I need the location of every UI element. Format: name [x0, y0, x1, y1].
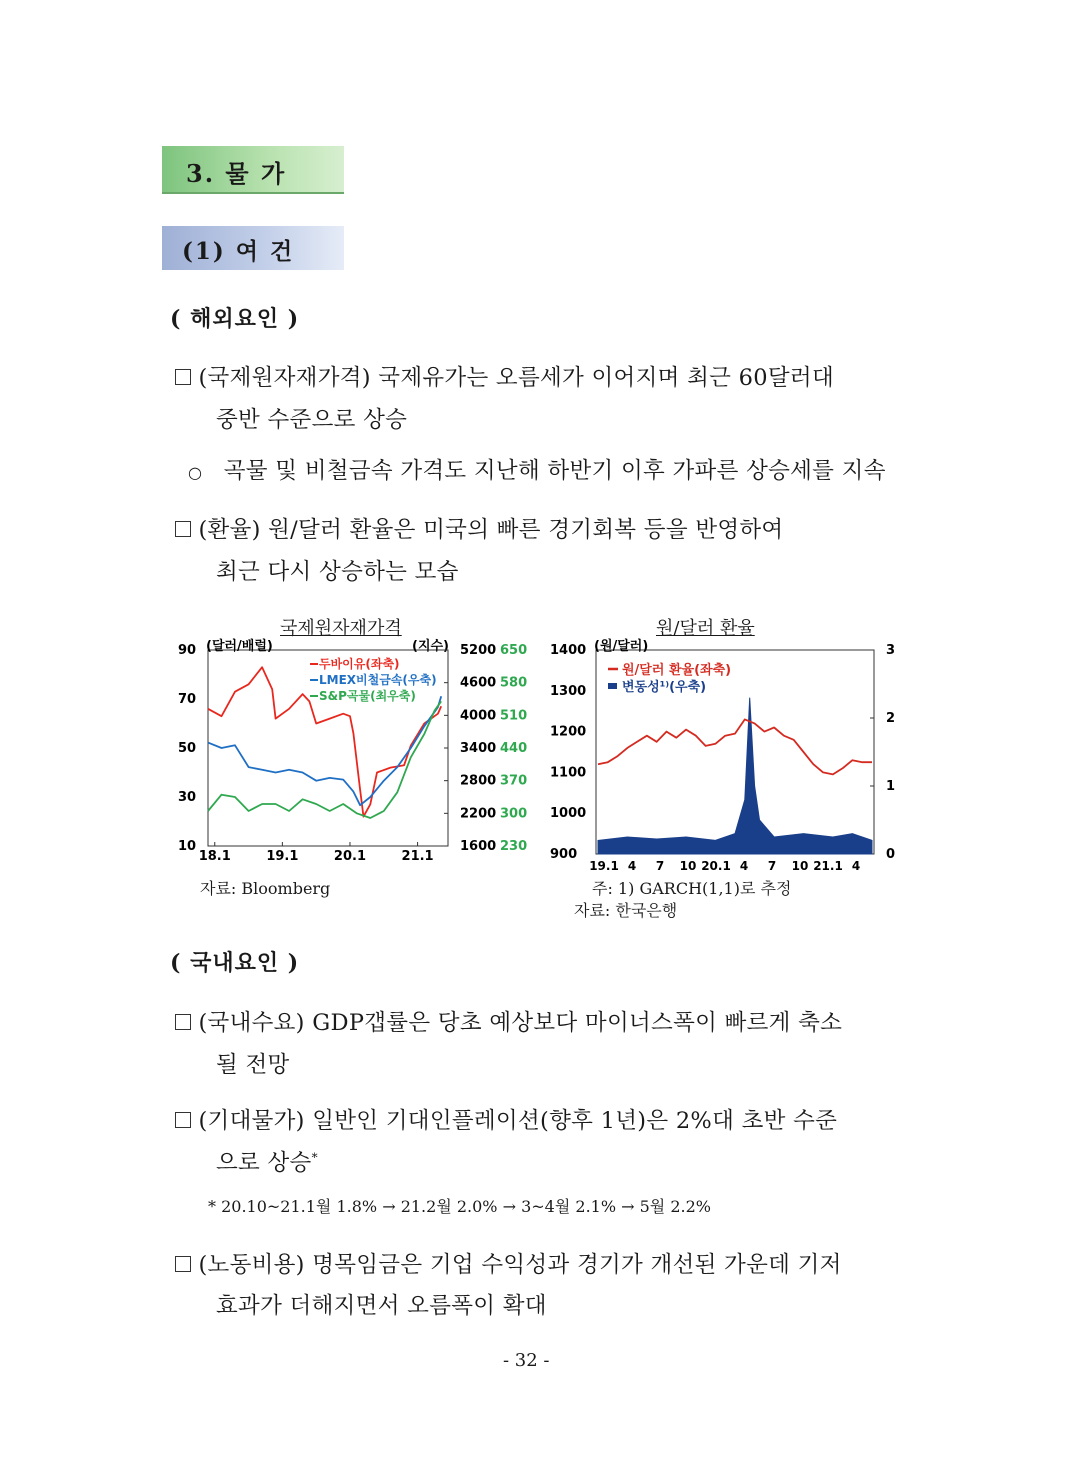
commodity-price-chart — [170, 638, 540, 878]
overseas-item-1-line2: 중반 수준으로 상승 — [216, 407, 408, 433]
chart1-right-tick: 3400 — [460, 741, 497, 756]
chart1-legend-label: LMEX비철금속(우축) — [319, 673, 437, 687]
footnote-mark: * — [311, 1150, 318, 1165]
chart2-x-tick: 21.1 — [813, 859, 843, 873]
chart2-x-tick: 20.1 — [701, 859, 731, 873]
domestic-item-1-line1: (국내수요) GDP갭률은 당초 예상보다 마이너스폭이 빠르게 축소 — [198, 1010, 843, 1036]
chart1-right2-tick: 580 — [500, 675, 528, 691]
chart1-right-tick: 2200 — [460, 806, 497, 822]
domestic-item-1 — [175, 1003, 915, 1043]
chart1-x-tick: 19.1 — [266, 849, 299, 864]
overseas-item-2-line2: 최근 다시 상승하는 모습 — [216, 559, 459, 585]
chart2-left-tick: 900 — [550, 847, 578, 862]
chart1-source: 자료: Bloomberg — [200, 879, 331, 898]
chart1-title: 국제원자재가격 — [280, 618, 402, 639]
chart1-left-tick: 70 — [178, 692, 197, 707]
square-bullet-icon — [175, 521, 191, 537]
chart2-source: 자료: 한국은행 — [574, 901, 678, 920]
chart2-x-tick: 19.1 — [589, 859, 619, 873]
chart2-title: 원/달러 환율 — [656, 618, 755, 639]
chart1-series-line — [208, 696, 441, 805]
chart2-exchange-rate-line — [598, 719, 872, 774]
circle-bullet-icon: ○ — [188, 463, 203, 482]
chart1-ylabel-right: (지수) — [412, 639, 449, 654]
chart1-right2-tick: 510 — [500, 708, 528, 724]
subsection-header — [162, 226, 344, 270]
chart2-x-tick: 4 — [739, 859, 749, 873]
section-title: 3. 물 가 — [186, 159, 287, 188]
chart2-legend-swatch — [608, 683, 617, 689]
chart1-x-tick: 18.1 — [198, 849, 231, 864]
chart2-left-tick: 1000 — [550, 806, 587, 822]
square-bullet-icon — [175, 1112, 191, 1128]
chart1-left-tick: 10 — [178, 839, 197, 854]
overseas-subitem-1 — [188, 451, 928, 493]
chart2-left-tick: 1300 — [550, 683, 587, 699]
chart1-ylabel-left: (달러/배럴) — [206, 639, 273, 654]
chart2-legend-label: 원/달러 환율(좌축) — [622, 663, 732, 678]
domestic-item-3-line2: 효과가 더해지면서 오름폭이 확대 — [216, 1293, 547, 1319]
chart2-x-tick: 10 — [791, 859, 809, 873]
section-header — [162, 146, 344, 194]
chart2-left-tick: 1400 — [550, 643, 587, 658]
domestic-item-2-line1: (기대물가) 일반인 기대인플레이션(향후 1년)은 2%대 초반 수준 — [198, 1108, 838, 1134]
square-bullet-icon — [175, 369, 191, 385]
exchange-rate-chart — [546, 638, 916, 878]
overseas-item-1-line1: (국제원자재가격) 국제유가는 오름세가 이어지며 최근 60달러대 — [198, 365, 834, 391]
chart1-x-tick: 20.1 — [333, 849, 367, 864]
overseas-item-1 — [175, 358, 915, 398]
domestic-item-2 — [175, 1101, 915, 1141]
chart1-right-tick: 4600 — [460, 675, 497, 691]
subsection-title: (1) 여 건 — [182, 238, 295, 265]
chart1-left-tick: 90 — [178, 643, 197, 658]
chart2-right-tick: 1 — [886, 779, 896, 794]
chart2-x-tick: 7 — [655, 859, 665, 873]
chart1-left-tick: 50 — [178, 741, 197, 756]
chart2-ylabel-left: (원/달러) — [594, 639, 649, 654]
domestic-item-2-line2: 으로 상승 — [216, 1150, 312, 1176]
chart2-right-tick: 3 — [886, 643, 896, 658]
domestic-item-1-line2: 될 전망 — [216, 1052, 290, 1078]
square-bullet-icon — [175, 1014, 191, 1030]
chart2-x-tick: 10 — [679, 859, 697, 873]
chart1-right-tick: 5200 — [460, 643, 497, 658]
chart1-legend-label: 두바이유(좌축) — [319, 657, 400, 671]
page-number: - 32 - — [503, 1350, 550, 1371]
chart1-right2-tick: 300 — [500, 806, 528, 822]
chart2-left-tick: 1100 — [550, 765, 587, 781]
chart1-legend-label: S&P곡물(최우축) — [319, 689, 416, 703]
overseas-item-2 — [175, 510, 915, 550]
square-bullet-icon — [175, 1256, 191, 1272]
chart1-right2-tick: 370 — [500, 773, 528, 789]
chart1-x-tick: 21.1 — [401, 849, 434, 864]
chart2-volatility-area — [598, 698, 872, 854]
overseas-heading: ( 해외요인 ) — [170, 306, 300, 332]
chart1-right2-tick: 650 — [500, 643, 528, 658]
chart2-right-tick: 0 — [886, 847, 896, 862]
domestic-heading: ( 국내요인 ) — [170, 950, 300, 976]
domestic-item-2-line2-wrap — [216, 1145, 318, 1177]
overseas-subitem-1-text: 곡물 및 비철금속 가격도 지난해 하반기 이후 가파른 상승세를 지속 — [223, 458, 886, 484]
chart2-left-tick: 1200 — [550, 724, 587, 740]
chart2-x-tick: 4 — [851, 859, 861, 873]
chart2-x-tick: 7 — [767, 859, 777, 873]
expectation-footnote: * 20.10~21.1월 1.8% → 21.2월 2.0% → 3~4월 2.1% → 5월 2.2% — [208, 1197, 711, 1216]
chart2-x-tick: 4 — [627, 859, 637, 873]
overseas-item-2-line1: (환율) 원/달러 환율은 미국의 빠른 경기회복 등을 반영하여 — [198, 517, 784, 543]
chart1-left-tick: 30 — [178, 790, 197, 805]
chart1-right2-tick: 230 — [500, 839, 528, 854]
domestic-item-3-line1: (노동비용) 명목임금은 기업 수익성과 경기가 개선된 가운데 기저 — [198, 1252, 842, 1278]
domestic-item-3 — [175, 1245, 915, 1285]
chart2-legend-label: 변동성¹⁾(우축) — [622, 680, 707, 695]
chart2-note: 주: 1) GARCH(1,1)로 추정 — [592, 879, 792, 898]
chart1-right-tick: 1600 — [460, 839, 497, 854]
chart1-right-tick: 4000 — [460, 708, 497, 724]
chart1-right2-tick: 440 — [500, 741, 528, 756]
chart2-right-tick: 2 — [886, 711, 896, 726]
chart1-right-tick: 2800 — [460, 773, 497, 789]
